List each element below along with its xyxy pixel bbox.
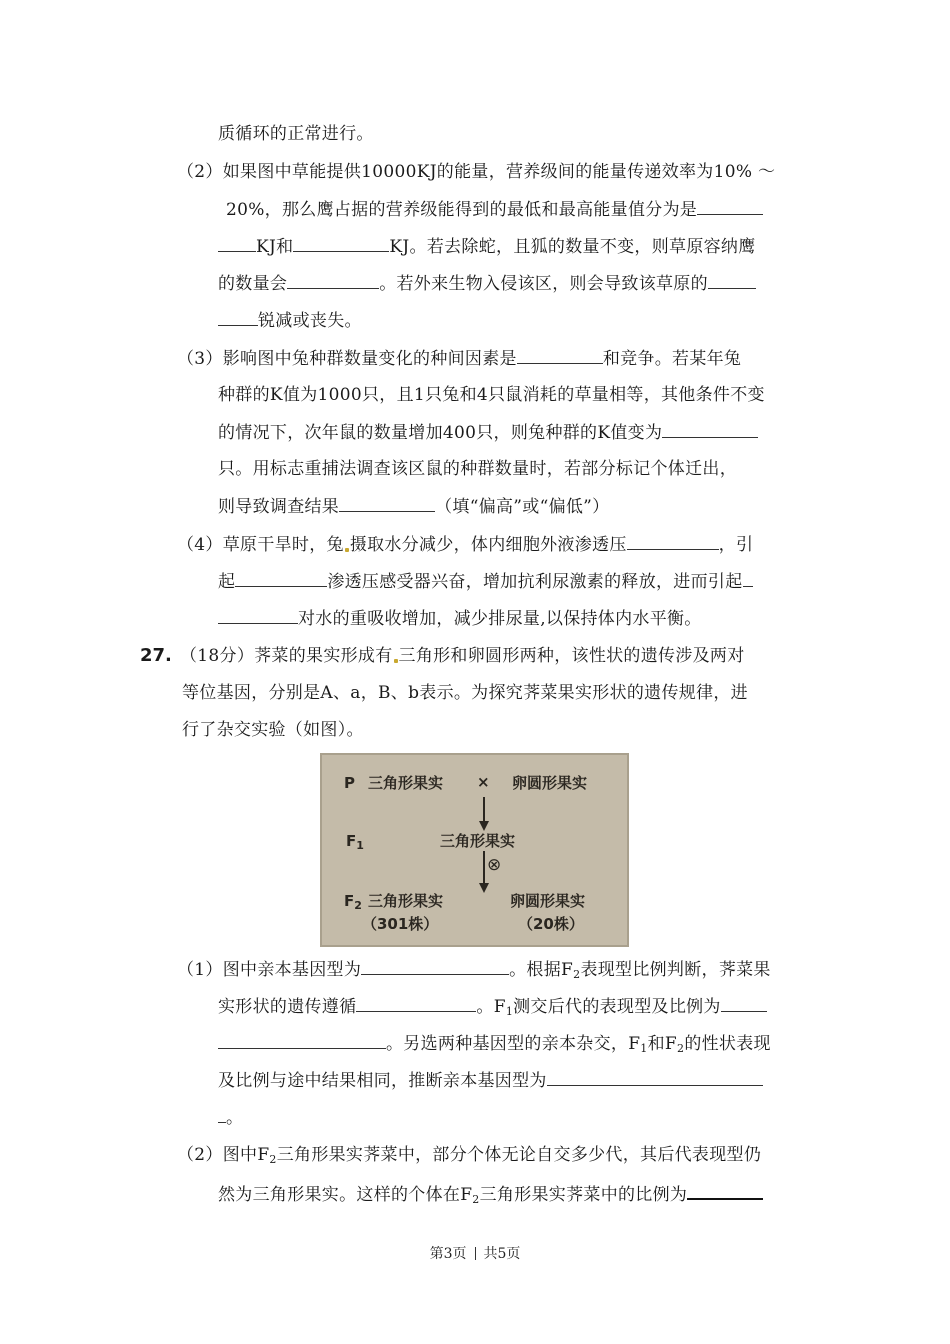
text-line: 锐减或丧失。 — [218, 308, 362, 333]
text-line: 行了杂交实验（如图）。 — [182, 720, 364, 740]
footer-divider — [475, 1247, 476, 1260]
answer-blank[interactable] — [361, 957, 509, 975]
answer-blank[interactable] — [218, 1105, 226, 1123]
arrow-head-f1-f2 — [479, 883, 489, 893]
answer-blank[interactable] — [293, 234, 389, 252]
text-line: KJ和 KJ。若去除蛇，且狐的数量不变，则草原容纳鹰 — [218, 234, 756, 259]
cross-symbol: × — [477, 773, 490, 791]
answer-blank[interactable] — [218, 308, 258, 326]
question-number: 27. — [140, 645, 172, 666]
subquestion-27-2: （2）图中$F_2$三角形果实荠菜中，部分个体无论自交多少代，其后代表现型仍 — [177, 1145, 762, 1166]
answer-blank[interactable] — [547, 1068, 763, 1086]
text-line: 。 — [218, 1105, 243, 1130]
page-total: 共5页 — [483, 1246, 521, 1262]
f1-label: $F_1$ — [346, 832, 364, 852]
text-line: 及比例与途中结果相同，推断亲本基因型为 — [218, 1068, 763, 1093]
answer-blank[interactable] — [743, 569, 753, 587]
answer-blank[interactable] — [356, 994, 476, 1012]
answer-blank[interactable] — [721, 994, 767, 1012]
parent1-phenotype: 三角形果实 — [368, 774, 444, 792]
text-line: 实形状的遗传遵循 。$F_1$测交后代的表现型及比例为 — [218, 994, 767, 1019]
self-cross-symbol: ⊗ — [487, 855, 502, 875]
answer-blank[interactable] — [697, 197, 763, 215]
text-line: 。另选两种基因型的亲本杂交，$F_1$和$F_2$的性状表现 — [218, 1031, 771, 1056]
subquestion-4: （4）草原干旱时，兔 摄取水分减少，体内细胞外液渗透压 ，引 — [177, 532, 753, 557]
text-line: 等位基因，分别是A、a，B、b表示。为探究荠菜果实形状的遗传规律，进 — [182, 683, 748, 703]
answer-blank[interactable] — [287, 271, 379, 289]
answer-blank[interactable] — [627, 532, 719, 550]
mark-dot — [394, 659, 398, 663]
page-number: 第3页 — [429, 1246, 467, 1262]
f2-triangle-phenotype: 三角形果实 — [368, 892, 444, 910]
text-line: 则导致调查结果 （填“偏高”或“偏低”） — [218, 494, 609, 519]
subquestion-3: （3）影响图中兔种群数量变化的种间因素是 和竞争。若某年兔 — [177, 346, 741, 371]
text-line: 只。用标志重捕法调查该区鼠的种群数量时，若部分标记个体迁出， — [218, 459, 737, 479]
text-line: 种群的K值为1000只，且1只兔和4只鼠消耗的草量相等，其他条件不变 — [218, 385, 765, 405]
arrow-head-p-f1 — [479, 821, 489, 831]
answer-blank[interactable] — [218, 1031, 386, 1049]
question-27-intro: （18分）荠菜的果实形成有 三角形和卵圆形两种，该性状的遗传涉及两对 — [180, 646, 745, 666]
text-line: 起 渗透压感受器兴奋，增加抗利尿激素的释放，进而引起 — [218, 569, 753, 594]
answer-blank[interactable] — [708, 271, 756, 289]
answer-blank[interactable] — [218, 606, 298, 624]
f2-oval-count: （20株） — [518, 915, 584, 933]
text-line: 质循环的正常进行。 — [218, 124, 374, 144]
f1-phenotype: 三角形果实 — [440, 832, 516, 850]
answer-blank[interactable] — [662, 420, 758, 438]
cross-diagram — [320, 753, 629, 947]
f2-triangle-count: （301株） — [362, 915, 439, 933]
text-line: 然为三角形果实。这样的个体在$F_2$三角形果实荠菜中的比例为 — [218, 1181, 763, 1207]
f2-oval-phenotype: 卵圆形果实 — [510, 892, 586, 910]
answer-blank[interactable] — [339, 494, 435, 512]
f2-label: $F_2$ — [344, 892, 362, 912]
page-footer — [0, 1244, 950, 1264]
answer-blank[interactable] — [517, 346, 603, 364]
p-label: P — [344, 774, 355, 792]
text-line: 对水的重吸收增加，减少排尿量,以保持体内水平衡。 — [218, 606, 702, 631]
parent2-phenotype: 卵圆形果实 — [512, 774, 588, 792]
subquestion-27-1: （1）图中亲本基因型为 。根据$F_2$表现型比例判断，荠菜果 — [177, 957, 771, 982]
subquestion-2: （2）如果图中草能提供10000KJ的能量，营养级间的能量传递效率为10% ～ — [177, 162, 776, 182]
mark-dot — [345, 548, 349, 552]
text-line: 的情况下，次年鼠的数量增加400只，则兔种群的K值变为 — [218, 420, 758, 445]
answer-blank[interactable] — [218, 234, 256, 252]
text-line: 的数量会 。若外来生物入侵该区，则会导致该草原的 — [218, 271, 756, 296]
text-line: 20%，那么鹰占据的营养级能得到的最低和最高能量值分为是 — [226, 197, 763, 222]
answer-blank[interactable] — [687, 1181, 763, 1200]
answer-blank[interactable] — [235, 569, 327, 587]
